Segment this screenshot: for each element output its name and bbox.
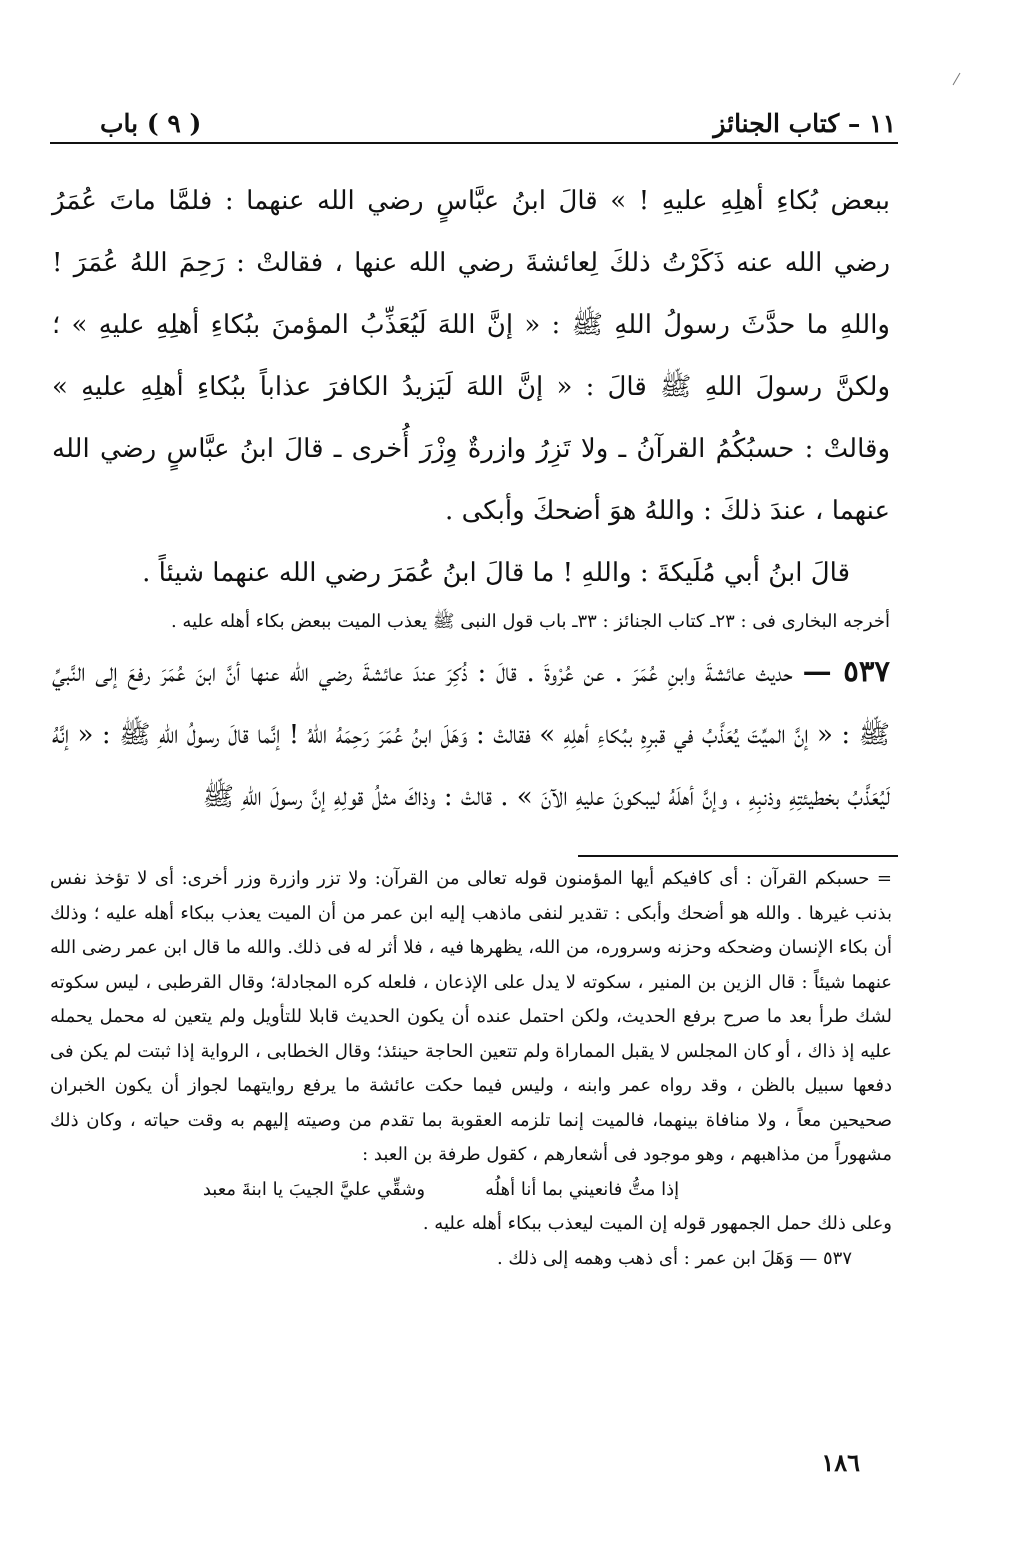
source-note: أخرجه البخارى فى : ٢٣ـ كتاب الجنائز : ٣٣ـ باب قول النبى ﷺ يعذب الميت ببعض بكاء أهله عليه . xyxy=(170,611,890,632)
footnotes xyxy=(50,862,892,1276)
main-text xyxy=(52,170,890,828)
paragraph: ببعض بُكاءِ أهلِهِ عليهِ ! » قالَ ابنُ عبَّاسٍ رضي الله عنهما : فلمَّا ماتَ عُمَرُ رضي الله عنه ذَكَرْتُ ذلكَ لِعائشةَ رضي الله عنها ، فقالتْ : رَحِمَ اللهُ عُمَرَ ! واللهِ ما حدَّثَ رسولُ اللهِ ﷺ : « إنَّ اللهَ لَيُعَذِّبُ المؤمنَ ببُكاءِ أهلِهِ عليهِ » ؛ ولكنَّ رسولَ اللهِ ﷺ قالَ : « إنَّ اللهَ لَيَزيدُ الكافرَ عذاباً ببُكاءِ أهلِهِ عليهِ » وقالتْ : حسبُكُمُ القرآنُ ـ ولا تَزِرُ وازرةٌ وِزْرَ أُخرى ـ قالَ ابنُ عبَّاسٍ رضي الله عنهما ، عندَ ذلكَ : واللهُ هوَ أضحكَ وأبكى . xyxy=(52,186,890,526)
margin-mark xyxy=(950,72,962,86)
chapter-label: ( ٩ ) باب xyxy=(100,109,202,138)
page-header xyxy=(100,96,896,138)
footnote-rule xyxy=(578,855,898,857)
running-title: ١١ – كتاب الجنائز xyxy=(713,109,896,138)
footnote-text: وعلى ذلك حمل الجمهور قوله إن الميت ليعذب ببكاء أهله عليه . xyxy=(422,1213,892,1234)
hadith-number: ٥٣٧ — xyxy=(802,654,890,688)
page-number: ١٨٦ xyxy=(821,1448,860,1477)
hadith-text: حديث عائشةَ وابنِ عُمَرَ . عن عُرْوةَ . قالَ : ذُكِرَ عندَ عائشةَ رضي الله عنها أنَّ ابنَ عُمَرَ رفعَ إلى النَّبيِّ ﷺ : « إنَّ الميِّتَ يُعَذَّبُ في قبرِهِ ببُكاءِ أهلِهِ » فقالتْ : وَهَلَ ابنُ عُمَرَ رَحِمَهُ اللهُ ! إنَّما قالَ رسولُ اللهِ ﷺ : « إنَّهُ لَيُعَذَّبُ بخطيئتِهِ وذنبِهِ ، وإنَّ أهلَهُ ليبكونَ عليهِ الآنَ » . قالتْ : وذاكَ مثلُ قولِهِ إنَّ رسولَ اللهِ ﷺ xyxy=(52,658,890,812)
verse-second-hemistich: وشقِّي عليَّ الجيبَ يا ابنةَ معبد xyxy=(202,1178,426,1200)
hadith-paragraph xyxy=(52,640,890,828)
footnote-text: = حسبكم القرآن : أى كافيكم أيها المؤمنون قوله تعالى من القرآن: ولا تزر وازرة وزر أخرى: أى لا تؤخذ نفس بذنب غيرها . والله هو أضحك وأبكى : تقدير لنفى ماذهب إليه ابن عمر من أن الميت يعذب ببكاء أهله عليه ؛ وذلك أن بكاء الإنسان وضحكه وحزنه وسروره، من الله، يظهرها فيه ، فلا أثر له فى ذلك. والله ما قال ابن عمر رضى الله عنهما شيئاً : قال الزين بن المنير ، سكوته لا يدل على الإذعان ، فلعله كره المجادلة؛ وقال القرطبى ، ليس سكوته لشك طرأ بعد ما صرح برفع الحديث، ولكن احتمل عنده أن يكون الحديث قابلا للتأويل ولم يتعين له محمل يحمله عليه إذ ذاك ، أو كان المجلس لا يقبل المماراة ولم تتعين الحاجة حينئذ؛ وقال الخطابى ، الرواية إذا ثبتت لم يكن فى دفعها سبيل بالظن ، وقد رواه عمر وابنه ، وليس فيما حكت عائشة ما يرفع روايتهما لجواز أن يكون الخبران صحيحين معاً ، ولا منافاة بينهما، فالميت إنما تلزمه العقوبة بما تقدم من وصيته إليهم به وقت حياته ، وكان ذلك مشهوراً من مذاهبهم ، وهو موجود فى أشعارهم ، كقول طرفة بن العبد : xyxy=(50,868,892,1165)
footnote-537: ٥٣٧ — وَهَلَ ابن عمر : أى ذهب وهمه إلى ذلك . xyxy=(496,1247,852,1269)
header-rule xyxy=(50,142,898,144)
poetry-verse xyxy=(50,1173,892,1208)
paragraph: قالَ ابنُ أبي مُلَيكةَ : واللهِ ! ما قالَ ابنُ عُمَرَ رضي الله عنهما شيئاً . xyxy=(142,558,850,588)
verse-first-hemistich: إذا متُّ فانعيني بما أنا أهلُه xyxy=(485,1178,680,1200)
